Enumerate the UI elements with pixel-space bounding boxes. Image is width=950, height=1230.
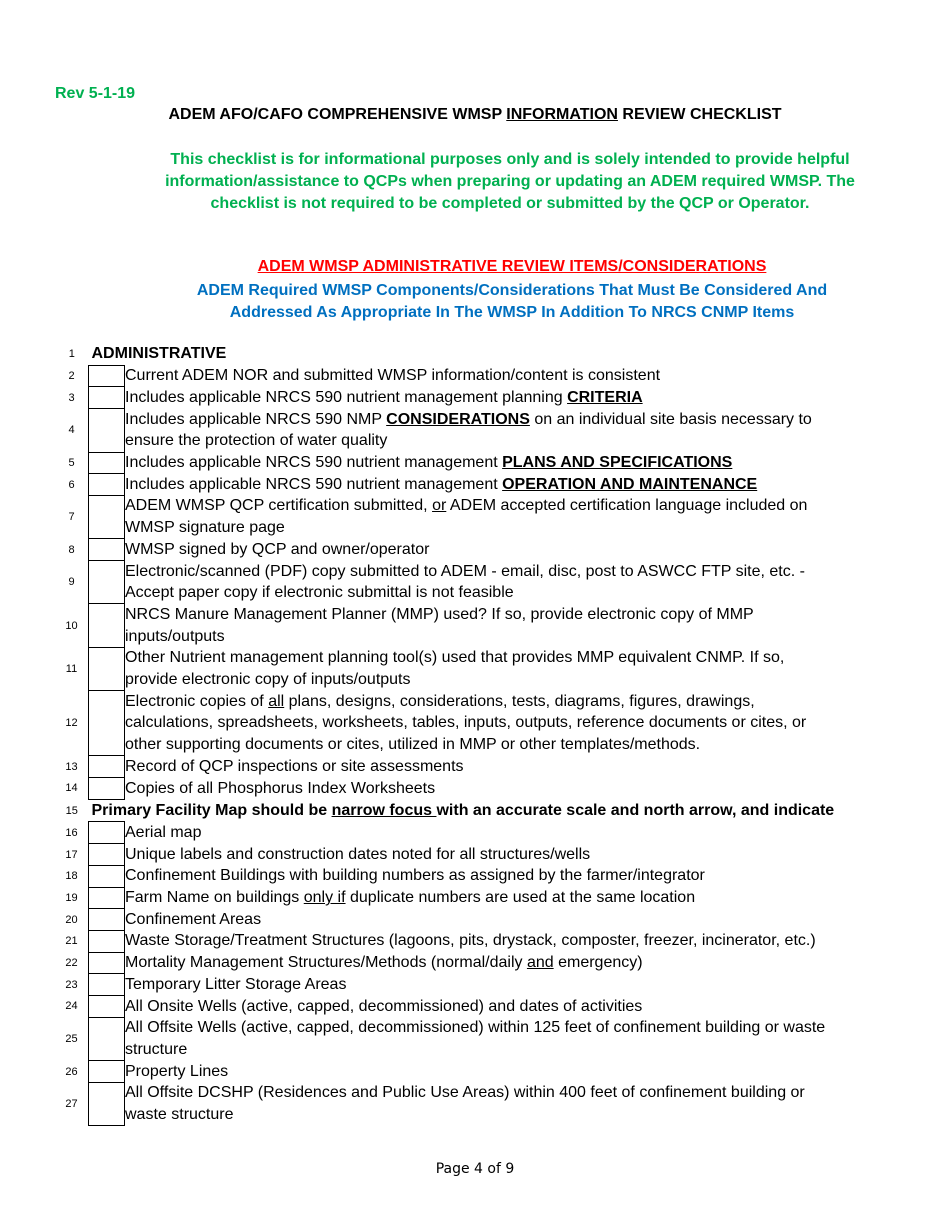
row-number: 1 bbox=[68, 348, 75, 361]
intro-line: This checklist is for informational purposes only and is solely intended to provide helpful bbox=[170, 151, 850, 168]
row-number: 25 bbox=[65, 1033, 78, 1045]
item-text: Confinement Buildings with building numbers as assigned by the farmer/integrator bbox=[125, 867, 705, 885]
checklist-table bbox=[55, 343, 900, 1126]
subheading-line: Addressed As Appropriate In The WMSP In Addition To NRCS CNMP Items bbox=[229, 303, 795, 321]
row-number: 22 bbox=[65, 957, 78, 970]
row-number: 15 bbox=[65, 804, 78, 817]
revision-label: Rev 5-1-19 bbox=[55, 85, 136, 102]
checkbox[interactable] bbox=[89, 930, 125, 952]
item-text: Electronic copies of all plans, designs, considerations, tests, diagrams, figures, drawings, calculations, spreadsheets, worksheets, tables, inputs, outputs, reference documents or cites, or other supporting documents or cites, utilized in MMP or other templates/methods. bbox=[125, 692, 807, 754]
row-number: 6 bbox=[68, 478, 75, 491]
title-part: ADEM AFO/CAFO COMPREHENSIVE WMSP bbox=[168, 106, 507, 123]
row-number: 11 bbox=[65, 663, 78, 676]
row-number: 5 bbox=[68, 456, 75, 469]
item-text: Farm Name on buildings only if duplicate numbers are used at the same location bbox=[125, 889, 696, 907]
row-number: 8 bbox=[68, 543, 75, 556]
row-number: 14 bbox=[65, 782, 78, 795]
checklist-row bbox=[55, 1017, 900, 1060]
checklist-row bbox=[55, 474, 900, 496]
category-label: Primary Facility Map should be narrow focus with an accurate scale and north arrow, and indicate bbox=[91, 801, 835, 819]
checkbox[interactable] bbox=[89, 974, 125, 996]
item-text: Property Lines bbox=[125, 1062, 229, 1080]
checkbox[interactable] bbox=[89, 1017, 125, 1060]
item-text: All Onsite Wells (active, capped, decommissioned) and dates of activities bbox=[125, 997, 643, 1015]
checkbox[interactable] bbox=[89, 822, 125, 844]
item-text: Electronic/scanned (PDF) copy submitted to ADEM - email, disc, post to ASWCC FTP site, etc. - Accept paper copy if electronic submittal is not feasible bbox=[125, 562, 805, 602]
checklist-row bbox=[55, 822, 900, 844]
row-number: 24 bbox=[65, 1000, 78, 1013]
checklist-row bbox=[55, 756, 900, 778]
item-text: Record of QCP inspections or site assessments bbox=[125, 757, 464, 775]
row-number: 9 bbox=[68, 576, 75, 589]
checklist-row bbox=[55, 996, 900, 1018]
item-text: Current ADEM NOR and submitted WMSP information/content is consistent bbox=[125, 367, 661, 385]
checkbox[interactable] bbox=[89, 865, 125, 887]
row-number: 4 bbox=[68, 424, 75, 437]
document-title bbox=[0, 106, 950, 124]
item-text: WMSP signed by QCP and owner/operator bbox=[125, 540, 430, 558]
row-number: 19 bbox=[65, 891, 78, 904]
row-number: 3 bbox=[68, 391, 75, 404]
row-number: 18 bbox=[65, 870, 78, 883]
row-number: 10 bbox=[65, 619, 78, 632]
checkbox[interactable] bbox=[89, 844, 125, 866]
checklist-row bbox=[55, 561, 900, 604]
checkbox[interactable] bbox=[89, 756, 125, 778]
checkbox[interactable] bbox=[89, 452, 125, 474]
checklist-row bbox=[55, 495, 900, 538]
checklist-row bbox=[55, 952, 900, 974]
checkbox[interactable] bbox=[89, 495, 125, 538]
item-text: Copies of all Phosphorus Index Worksheets bbox=[125, 779, 436, 797]
item-text: Other Nutrient management planning tool(s) used that provides MMP equivalent CNMP. If so, provide electronic copy of inputs/outputs bbox=[125, 649, 785, 689]
row-number: 20 bbox=[65, 913, 78, 926]
checklist-category-row bbox=[55, 799, 900, 822]
checkbox[interactable] bbox=[89, 691, 125, 756]
item-text: Aerial map bbox=[125, 823, 202, 841]
checkbox[interactable] bbox=[89, 387, 125, 409]
checkbox[interactable] bbox=[89, 952, 125, 974]
item-text: Temporary Litter Storage Areas bbox=[125, 975, 347, 993]
checklist-row bbox=[55, 604, 900, 647]
checkbox[interactable] bbox=[89, 474, 125, 496]
intro-line: checklist is not required to be completed or submitted by the QCP or Operator. bbox=[210, 195, 810, 212]
checkbox[interactable] bbox=[89, 1061, 125, 1083]
checkbox[interactable] bbox=[89, 996, 125, 1018]
checkbox[interactable] bbox=[89, 778, 125, 800]
row-number: 2 bbox=[68, 370, 75, 383]
checklist-row bbox=[55, 887, 900, 909]
checkbox[interactable] bbox=[89, 365, 125, 387]
checkbox[interactable] bbox=[89, 604, 125, 647]
checklist-row bbox=[55, 974, 900, 996]
checklist-row bbox=[55, 539, 900, 561]
row-number: 27 bbox=[65, 1098, 78, 1111]
checklist-row bbox=[55, 930, 900, 952]
row-number: 7 bbox=[68, 511, 75, 524]
item-text: Unique labels and construction dates noted for all structures/wells bbox=[125, 845, 591, 863]
checklist-row bbox=[55, 1082, 900, 1125]
checklist-row bbox=[55, 1061, 900, 1083]
checklist-row bbox=[55, 647, 900, 690]
item-text: Includes applicable NRCS 590 NMP CONSIDERATIONS on an individual site basis necessary to ensure the protection of water quality bbox=[125, 410, 812, 450]
page-number: Page 4 of 9 bbox=[435, 1161, 515, 1177]
item-text: NRCS Manure Management Planner (MMP) used? If so, provide electronic copy of MMP inputs/outputs bbox=[125, 605, 754, 645]
checkbox[interactable] bbox=[89, 909, 125, 931]
checklist-row bbox=[55, 409, 900, 452]
checklist-row bbox=[55, 452, 900, 474]
subheading-line: ADEM Required WMSP Components/Considerations That Must Be Considered And bbox=[196, 282, 828, 299]
checklist-row bbox=[55, 387, 900, 409]
section-subheading bbox=[150, 280, 874, 323]
title-part: REVIEW CHECKLIST bbox=[617, 106, 782, 123]
item-text: All Offsite Wells (active, capped, decommissioned) within 125 feet of confinement building or waste structure bbox=[125, 1019, 826, 1058]
item-text: Confinement Areas bbox=[125, 910, 262, 928]
checkbox[interactable] bbox=[89, 647, 125, 690]
checklist-row bbox=[55, 778, 900, 800]
item-text: Mortality Management Structures/Methods (normal/daily and emergency) bbox=[125, 954, 643, 972]
row-number: 16 bbox=[65, 826, 78, 839]
row-number: 13 bbox=[65, 760, 78, 773]
checkbox[interactable] bbox=[89, 561, 125, 604]
row-number: 12 bbox=[65, 717, 78, 730]
item-text: All Offsite DCSHP (Residences and Public Use Areas) within 400 feet of confinement building or waste structure bbox=[125, 1084, 805, 1124]
item-text: Includes applicable NRCS 590 nutrient management PLANS AND SPECIFICATIONS bbox=[125, 454, 733, 472]
checklist-row bbox=[55, 909, 900, 931]
checklist-row bbox=[55, 691, 900, 756]
row-number: 21 bbox=[65, 935, 78, 948]
item-text: Waste Storage/Treatment Structures (lagoons, pits, drystack, composter, freezer, incinerator, etc.) bbox=[125, 932, 816, 950]
item-text: Includes applicable NRCS 590 nutrient management planning CRITERIA bbox=[125, 388, 643, 406]
section-heading: ADEM WMSP ADMINISTRATIVE REVIEW ITEMS/CONSIDERATIONS bbox=[257, 258, 767, 275]
checkbox[interactable] bbox=[89, 887, 125, 909]
row-number: 26 bbox=[65, 1065, 78, 1078]
row-number: 23 bbox=[65, 978, 78, 991]
checklist-row bbox=[55, 844, 900, 866]
item-text: Includes applicable NRCS 590 nutrient management OPERATION AND MAINTENANCE bbox=[125, 475, 758, 493]
checklist-row bbox=[55, 865, 900, 887]
checklist-category-row bbox=[55, 343, 900, 365]
intro-note bbox=[120, 149, 900, 215]
row-number: 17 bbox=[65, 848, 78, 861]
checkbox[interactable] bbox=[89, 1082, 125, 1125]
category-label: ADMINISTRATIVE bbox=[91, 345, 227, 362]
checkbox[interactable] bbox=[89, 539, 125, 561]
checkbox[interactable] bbox=[89, 409, 125, 452]
item-text: ADEM WMSP QCP certification submitted, or ADEM accepted certification language included on WMSP signature page bbox=[125, 497, 808, 537]
intro-line: information/assistance to QCPs when preparing or updating an ADEM required WMSP. The bbox=[165, 173, 855, 190]
checklist-row bbox=[55, 365, 900, 387]
title-underlined: INFORMATION bbox=[506, 106, 618, 123]
